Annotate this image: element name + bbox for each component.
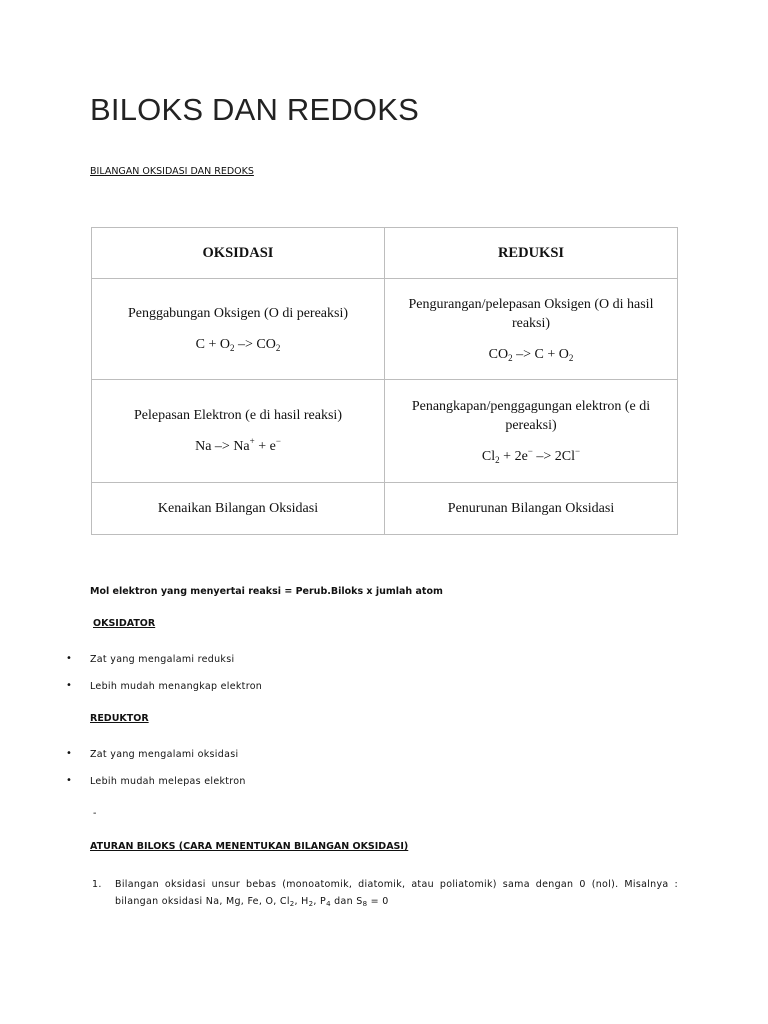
bullet-icon: • — [66, 653, 72, 664]
eq-arrow: –> — [238, 337, 253, 352]
eq-arrow: –> — [536, 448, 552, 464]
cell-text: Penangkapan/penggagungan elektron (e di pereaksi) — [411, 398, 651, 433]
eq-arrow: –> — [516, 346, 531, 362]
eq-sub: 2 — [495, 454, 500, 465]
header-oksidasi: OKSIDASI — [92, 228, 385, 279]
eq-sub: 2 — [568, 352, 574, 363]
equation-na — [102, 437, 374, 456]
eq-plus: + — [503, 448, 512, 464]
eq-sup: − — [275, 436, 281, 446]
cell-penurunan: Penurunan Bilangan Oksidasi — [385, 483, 678, 535]
rule-text-part: , P — [313, 896, 327, 907]
rule-number: 1. — [92, 879, 102, 890]
rule-text-part: Bilangan oksidasi unsur bebas (monoatomik, diatomik, atau poliatomik) sama dengan 0 (nol). Misalnya : bilangan oksidasi Na, Mg, Fe, O, Cl — [115, 879, 678, 907]
cell-oksidasi-oksigen — [92, 279, 385, 380]
rule-sub: 4 — [326, 900, 331, 908]
dash-marker: - — [93, 808, 97, 819]
mol-elektron-line: Mol elektron yang menyertai reaksi = Perub.Biloks x jumlah atom — [90, 586, 443, 597]
rule-sub: 2 — [289, 900, 295, 908]
eq-sub: 2 — [230, 343, 235, 353]
list-item: Zat yang mengalami oksidasi — [90, 749, 239, 760]
cell-kenaikan: Kenaikan Bilangan Oksidasi — [92, 483, 385, 535]
eq-plus: + — [208, 337, 217, 352]
eq-sup: + — [249, 436, 255, 446]
rule-text-part: , H — [294, 896, 309, 907]
eq-c: C — [534, 346, 544, 362]
eq-o: O — [558, 346, 569, 362]
oksidator-heading: OKSIDATOR — [93, 618, 156, 629]
section-subtitle: BILANGAN OKSIDASI DAN REDOKS — [90, 166, 254, 177]
table-row — [92, 483, 678, 535]
rule-text-part: = 0 — [367, 896, 389, 907]
cell-oksidasi-elektron — [92, 380, 385, 483]
eq-o: O — [219, 337, 230, 352]
eq-sup: − — [527, 445, 533, 456]
list-item: Zat yang mengalami reduksi — [90, 654, 235, 665]
aturan-heading: ATURAN BILOKS (CARA MENENTUKAN BILANGAN OKSIDASI) — [90, 841, 409, 852]
rule-text — [115, 876, 678, 910]
eq-na-ion: Na — [233, 439, 250, 454]
cell-text: Pelepasan Elektron (e di hasil reaksi) — [134, 408, 342, 423]
rule-sub: 8 — [362, 900, 368, 908]
equation-co2 — [395, 345, 667, 364]
eq-na: Na — [195, 439, 212, 454]
table-row — [92, 279, 678, 380]
cell-text: Penggabungan Oksigen (O di pereaksi) — [127, 306, 349, 321]
table-row — [92, 380, 678, 483]
eq-c: C — [195, 337, 205, 352]
eq-co: CO — [256, 337, 276, 352]
eq-sub: 2 — [275, 343, 281, 353]
cell-text: Pengurangan/pelepasan Oksigen (O di hasil reaksi) — [408, 296, 654, 331]
eq-co: CO — [488, 346, 509, 362]
eq-arrow: –> — [214, 439, 230, 454]
header-reduksi: REDUKSI — [385, 228, 678, 279]
eq-plus: + — [547, 346, 556, 362]
eq-2cl: 2Cl — [554, 448, 575, 464]
eq-cl: Cl — [481, 448, 496, 464]
bullet-icon: • — [66, 680, 72, 691]
list-item: Lebih mudah menangkap elektron — [90, 681, 263, 692]
eq-2e: 2e — [514, 448, 528, 464]
cell-reduksi-oksigen — [385, 279, 678, 380]
equation-cl2 — [395, 447, 667, 466]
table-header-row — [92, 228, 678, 279]
eq-sup: − — [575, 445, 581, 456]
page-title: BILOKS DAN REDOKS — [90, 92, 419, 127]
reduktor-heading: REDUKTOR — [90, 713, 149, 724]
eq-plus: + — [258, 439, 267, 454]
eq-e: e — [269, 439, 276, 454]
redox-table — [91, 227, 678, 535]
equation-c-o2 — [102, 335, 374, 354]
eq-sub: 2 — [508, 352, 513, 363]
bullet-icon: • — [66, 748, 72, 759]
bullet-icon: • — [66, 775, 72, 786]
list-item: Lebih mudah melepas elektron — [90, 776, 246, 787]
rule-text-part: dan S — [330, 896, 363, 907]
cell-reduksi-elektron — [385, 380, 678, 483]
rule-sub: 2 — [308, 900, 314, 908]
rule-list — [90, 876, 678, 910]
